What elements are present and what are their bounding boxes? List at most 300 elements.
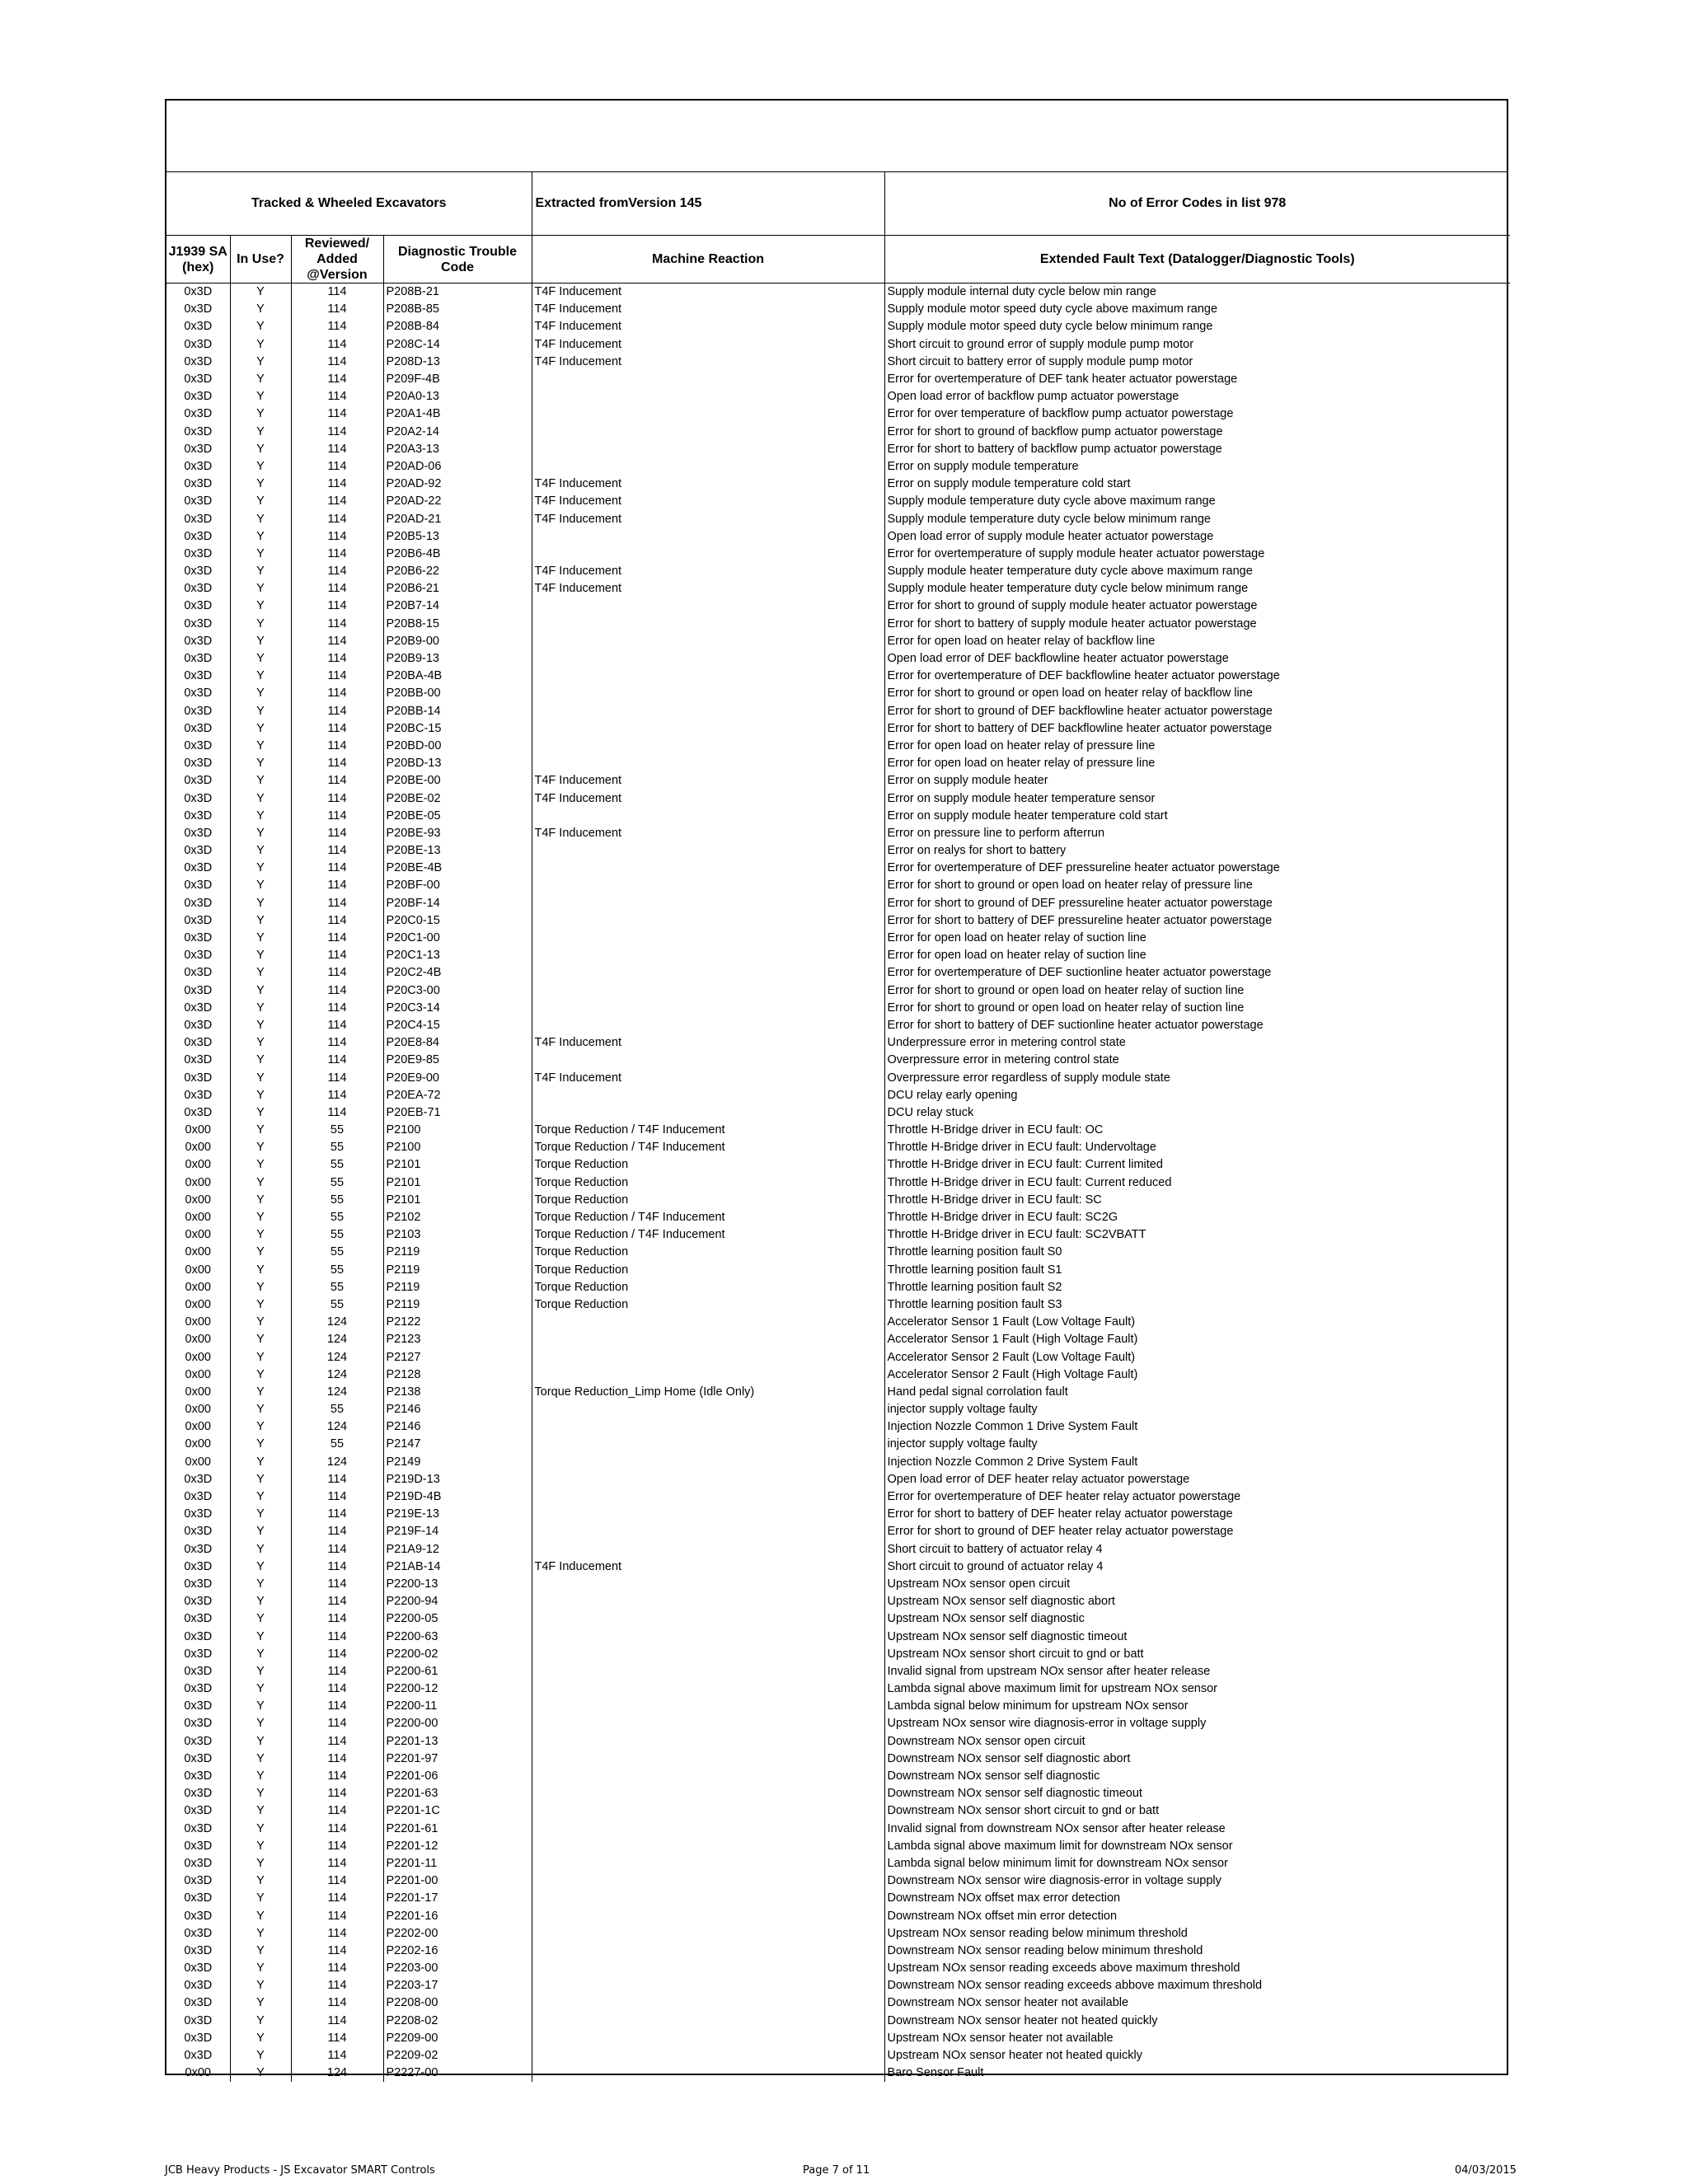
version-cell: 114 xyxy=(291,318,383,335)
sa-cell: 0x3D xyxy=(166,1663,230,1680)
in-use-cell: Y xyxy=(230,1750,291,1768)
fault-text-cell: Supply module motor speed duty cycle above maximum range xyxy=(887,302,1218,316)
reaction-cell xyxy=(532,1401,884,1418)
version-cell: 114 xyxy=(291,790,383,807)
sa-cell: 0x3D xyxy=(166,877,230,894)
table-row xyxy=(166,1296,1510,1314)
fault-text-cell: Downstream NOx sensor reading exceeds abbove maximum threshold xyxy=(887,1979,1263,1993)
table-row xyxy=(166,1209,1510,1226)
dtc-cell: P2201-16 xyxy=(383,1907,532,1924)
table-row xyxy=(166,772,1510,790)
version-cell: 114 xyxy=(291,895,383,912)
fault-text-cell: Error for open load on heater relay of suction line xyxy=(887,949,1146,963)
reaction-cell: T4F Inducement xyxy=(532,354,884,371)
version-cell: 114 xyxy=(291,947,383,964)
reaction-cell xyxy=(532,371,884,388)
fault-text-cell: Error for over temperature of backflow pump actuator powerstage xyxy=(887,407,1234,421)
table-row xyxy=(166,1768,1510,1785)
sa-cell: 0x3D xyxy=(166,388,230,405)
fault-text-cell: Error for short to battery of DEF backflowline heater actuator powerstage xyxy=(887,721,1273,735)
version-cell: 55 xyxy=(291,1436,383,1453)
reaction-cell xyxy=(532,1960,884,1977)
sa-cell: 0x3D xyxy=(166,424,230,441)
fault-text-cell: Error for short to ground of DEF heater relay actuator powerstage xyxy=(887,1525,1234,1539)
table-row xyxy=(166,1821,1510,1838)
version-cell: 55 xyxy=(291,1262,383,1279)
sa-cell: 0x3D xyxy=(166,703,230,720)
table-row xyxy=(166,528,1510,546)
in-use-cell: Y xyxy=(230,1558,291,1576)
sa-cell: 0x3D xyxy=(166,1750,230,1768)
version-cell: 114 xyxy=(291,1855,383,1872)
fault-text-cell: Throttle learning position fault S3 xyxy=(887,1297,1062,1311)
reaction-cell: T4F Inducement xyxy=(532,1558,884,1576)
reaction-cell: Torque Reduction xyxy=(532,1244,884,1261)
fault-text-cell: Throttle H-Bridge driver in ECU fault: Undervoltage xyxy=(887,1141,1156,1155)
fault-text-cell: Open load error of backflow pump actuator powerstage xyxy=(887,390,1179,404)
version-cell: 114 xyxy=(291,1576,383,1593)
sa-cell: 0x00 xyxy=(166,1436,230,1453)
fault-text-cell: Open load error of DEF backflowline heater actuator powerstage xyxy=(887,652,1229,666)
reaction-cell xyxy=(532,1646,884,1663)
version-cell: 114 xyxy=(291,510,383,527)
fault-text-cell: DCU relay stuck xyxy=(887,1105,974,1119)
dtc-cell: P20B6-21 xyxy=(383,580,532,598)
col-header-reaction: Machine Reaction xyxy=(532,236,884,284)
reaction-cell xyxy=(532,388,884,405)
fault-text-cell: Error for open load on heater relay of backflow line xyxy=(887,634,1156,648)
sa-cell: 0x3D xyxy=(166,1872,230,1890)
in-use-cell: Y xyxy=(230,1541,291,1558)
fault-text-cell: Baro Sensor Fault xyxy=(887,2066,984,2080)
version-cell: 114 xyxy=(291,405,383,423)
dtc-cell: P20AD-06 xyxy=(383,458,532,476)
in-use-cell: Y xyxy=(230,405,291,423)
fault-text-cell: Throttle H-Bridge driver in ECU fault: SC2G xyxy=(887,1211,1118,1225)
in-use-cell: Y xyxy=(230,284,291,302)
table-row xyxy=(166,1348,1510,1366)
fault-text-cell: Upstream NOx sensor heater not available xyxy=(887,2031,1114,2045)
sa-cell: 0x3D xyxy=(166,1698,230,1715)
version-cell: 114 xyxy=(291,1768,383,1785)
sa-cell: 0x3D xyxy=(166,336,230,354)
version-cell: 114 xyxy=(291,388,383,405)
table-row xyxy=(166,1698,1510,1715)
table-row xyxy=(166,1977,1510,1994)
dtc-cell: P20B5-13 xyxy=(383,528,532,546)
in-use-cell: Y xyxy=(230,336,291,354)
reaction-cell: T4F Inducement xyxy=(532,476,884,493)
in-use-cell: Y xyxy=(230,2047,291,2064)
dtc-cell: P20AD-21 xyxy=(383,510,532,527)
table-row xyxy=(166,1523,1510,1540)
in-use-cell: Y xyxy=(230,1855,291,1872)
version-cell: 124 xyxy=(291,1454,383,1471)
reaction-cell xyxy=(532,947,884,964)
sa-cell: 0x00 xyxy=(166,1156,230,1174)
version-cell: 124 xyxy=(291,1384,383,1401)
table-row xyxy=(166,1366,1510,1384)
sa-cell: 0x3D xyxy=(166,1104,230,1122)
fault-text-cell: Upstream NOx sensor self diagnostic abort xyxy=(887,1595,1115,1609)
version-cell: 114 xyxy=(291,493,383,510)
table-row xyxy=(166,1663,1510,1680)
table-row xyxy=(166,1436,1510,1453)
dtc-cell: P2119 xyxy=(383,1244,532,1261)
version-cell: 114 xyxy=(291,772,383,790)
in-use-cell: Y xyxy=(230,1209,291,1226)
in-use-cell: Y xyxy=(230,1454,291,1471)
sa-cell: 0x3D xyxy=(166,1768,230,1785)
version-cell: 124 xyxy=(291,2064,383,2082)
fault-text-cell: Accelerator Sensor 1 Fault (High Voltage Fault) xyxy=(887,1333,1138,1347)
table-row xyxy=(166,668,1510,685)
in-use-cell: Y xyxy=(230,371,291,388)
in-use-cell: Y xyxy=(230,388,291,405)
table-row xyxy=(166,1069,1510,1086)
reaction-cell: Torque Reduction xyxy=(532,1192,884,1209)
fault-text-cell: Error for short to battery of backflow pump actuator powerstage xyxy=(887,442,1222,456)
in-use-cell: Y xyxy=(230,2013,291,2030)
sa-cell: 0x3D xyxy=(166,772,230,790)
fault-text-cell: Downstream NOx sensor wire diagnosis-error in voltage supply xyxy=(887,1874,1221,1888)
table-row xyxy=(166,1994,1510,2012)
sa-cell: 0x3D xyxy=(166,790,230,807)
dtc-cell: P20E9-85 xyxy=(383,1052,532,1069)
in-use-cell: Y xyxy=(230,598,291,615)
version-cell: 114 xyxy=(291,1994,383,2012)
sa-cell: 0x3D xyxy=(166,1471,230,1488)
dtc-cell: P20A3-13 xyxy=(383,441,532,458)
fault-text-cell: Injection Nozzle Common 2 Drive System Fault xyxy=(887,1455,1138,1469)
reaction-cell xyxy=(532,860,884,877)
reaction-cell xyxy=(532,1785,884,1802)
dtc-cell: P208B-85 xyxy=(383,301,532,318)
table-row xyxy=(166,1715,1510,1732)
version-cell: 114 xyxy=(291,2013,383,2030)
version-cell: 114 xyxy=(291,755,383,772)
table-row xyxy=(166,825,1510,842)
dtc-cell: P20BC-15 xyxy=(383,720,532,738)
dtc-cell: P20BB-00 xyxy=(383,685,532,702)
in-use-cell: Y xyxy=(230,301,291,318)
sa-cell: 0x3D xyxy=(166,668,230,685)
col-header-in-use: In Use? xyxy=(230,236,291,284)
in-use-cell: Y xyxy=(230,738,291,755)
in-use-cell: Y xyxy=(230,772,291,790)
dtc-cell: P209F-4B xyxy=(383,371,532,388)
reaction-cell xyxy=(532,1593,884,1610)
fault-text-cell: Error on supply module temperature cold start xyxy=(887,477,1131,491)
in-use-cell: Y xyxy=(230,1838,291,1855)
dtc-cell: P2201-06 xyxy=(383,1768,532,1785)
table-row xyxy=(166,1838,1510,1855)
fault-text-cell: Supply module motor speed duty cycle below minimum range xyxy=(887,320,1213,334)
in-use-cell: Y xyxy=(230,1610,291,1628)
table-row xyxy=(166,1000,1510,1017)
version-cell: 114 xyxy=(291,284,383,302)
in-use-cell: Y xyxy=(230,1156,291,1174)
fault-text-cell: Downstream NOx sensor heater not heated quickly xyxy=(887,2013,1158,2027)
fault-text-cell: DCU relay early opening xyxy=(887,1088,1018,1102)
col-header-sa: J1939 SA (hex) xyxy=(166,236,230,284)
dtc-cell: P2201-63 xyxy=(383,1785,532,1802)
fault-text-cell: Open load error of supply module heater actuator powerstage xyxy=(887,529,1214,543)
sa-cell: 0x00 xyxy=(166,1418,230,1436)
version-cell: 114 xyxy=(291,1715,383,1732)
sa-cell: 0x00 xyxy=(166,1296,230,1314)
version-cell: 114 xyxy=(291,1890,383,1907)
sa-cell: 0x3D xyxy=(166,405,230,423)
in-use-cell: Y xyxy=(230,424,291,441)
reaction-cell xyxy=(532,2030,884,2047)
dtc-cell: P219D-4B xyxy=(383,1488,532,1506)
reaction-cell xyxy=(532,1838,884,1855)
reaction-cell xyxy=(532,895,884,912)
in-use-cell: Y xyxy=(230,510,291,527)
table-row xyxy=(166,1593,1510,1610)
fault-text-cell: Throttle H-Bridge driver in ECU fault: Current reduced xyxy=(887,1175,1172,1189)
fault-text-cell: Injection Nozzle Common 1 Drive System Fault xyxy=(887,1420,1138,1434)
reaction-cell xyxy=(532,1925,884,1943)
table-row xyxy=(166,842,1510,860)
in-use-cell: Y xyxy=(230,580,291,598)
version-cell: 55 xyxy=(291,1156,383,1174)
table-row xyxy=(166,877,1510,894)
in-use-cell: Y xyxy=(230,1087,291,1104)
fault-text-cell: Supply module heater temperature duty cycle below minimum range xyxy=(887,582,1249,596)
dtc-cell: P20C4-15 xyxy=(383,1017,532,1034)
dtc-cell: P20C3-14 xyxy=(383,1000,532,1017)
fault-text-cell: Upstream NOx sensor self diagnostic xyxy=(887,1612,1085,1626)
version-cell: 114 xyxy=(291,1785,383,1802)
table-row xyxy=(166,703,1510,720)
reaction-cell xyxy=(532,1523,884,1540)
version-cell: 55 xyxy=(291,1244,383,1261)
table-row xyxy=(166,318,1510,335)
table-row xyxy=(166,1576,1510,1593)
fault-text-cell: Lambda signal above maximum limit for upstream NOx sensor xyxy=(887,1682,1218,1696)
sa-cell: 0x00 xyxy=(166,1122,230,1139)
version-cell: 114 xyxy=(291,371,383,388)
sa-cell: 0x00 xyxy=(166,1209,230,1226)
table-row xyxy=(166,1017,1510,1034)
version-cell: 114 xyxy=(291,1698,383,1715)
sa-cell: 0x00 xyxy=(166,1348,230,1366)
fault-text-cell: Error on pressure line to perform afterrun xyxy=(887,826,1105,840)
reaction-cell: Torque Reduction xyxy=(532,1174,884,1192)
in-use-cell: Y xyxy=(230,1366,291,1384)
in-use-cell: Y xyxy=(230,1279,291,1296)
dtc-cell: P2123 xyxy=(383,1331,532,1348)
dtc-cell: P2209-00 xyxy=(383,2030,532,2047)
footer-page-number: Page 7 of 11 xyxy=(803,2164,870,2177)
in-use-cell: Y xyxy=(230,563,291,580)
in-use-cell: Y xyxy=(230,650,291,668)
dtc-cell: P20B6-4B xyxy=(383,546,532,563)
in-use-cell: Y xyxy=(230,546,291,563)
version-cell: 114 xyxy=(291,738,383,755)
in-use-cell: Y xyxy=(230,1802,291,1820)
table-row xyxy=(166,1628,1510,1645)
version-cell: 114 xyxy=(291,1680,383,1698)
dtc-cell: P20C3-00 xyxy=(383,982,532,1000)
version-cell: 114 xyxy=(291,982,383,1000)
reaction-cell: T4F Inducement xyxy=(532,825,884,842)
version-cell: 114 xyxy=(291,580,383,598)
table-row xyxy=(166,1454,1510,1471)
reaction-cell xyxy=(532,1314,884,1331)
table-row xyxy=(166,1034,1510,1052)
sa-cell: 0x00 xyxy=(166,1174,230,1192)
in-use-cell: Y xyxy=(230,2030,291,2047)
fault-text-cell: Throttle H-Bridge driver in ECU fault: SC xyxy=(887,1193,1102,1207)
version-cell: 55 xyxy=(291,1296,383,1314)
version-label: Extracted fromVersion 145 xyxy=(532,172,884,236)
table-row xyxy=(166,1750,1510,1768)
reaction-cell xyxy=(532,1418,884,1436)
fault-text-cell: Error on realys for short to battery xyxy=(887,844,1067,858)
table-row xyxy=(166,354,1510,371)
sa-cell: 0x3D xyxy=(166,580,230,598)
reaction-cell xyxy=(532,1576,884,1593)
fault-text-cell: Lambda signal below minimum limit for downstream NOx sensor xyxy=(887,1856,1228,1870)
col-header-version: Reviewed/ Added @Version xyxy=(291,236,383,284)
sa-cell: 0x3D xyxy=(166,528,230,546)
version-cell: 55 xyxy=(291,1226,383,1244)
reaction-cell xyxy=(532,1436,884,1453)
version-cell: 114 xyxy=(291,1750,383,1768)
version-cell: 114 xyxy=(291,1663,383,1680)
sa-cell: 0x3D xyxy=(166,685,230,702)
dtc-cell: P20BF-14 xyxy=(383,895,532,912)
table-row xyxy=(166,738,1510,755)
sa-cell: 0x3D xyxy=(166,808,230,825)
reaction-cell: T4F Inducement xyxy=(532,493,884,510)
fault-code-table xyxy=(166,172,1510,2082)
dtc-cell: P20A1-4B xyxy=(383,405,532,423)
reaction-cell xyxy=(532,1000,884,1017)
sa-cell: 0x3D xyxy=(166,2047,230,2064)
reaction-cell xyxy=(532,1715,884,1732)
sa-cell: 0x3D xyxy=(166,895,230,912)
reaction-cell xyxy=(532,1994,884,2012)
table-row xyxy=(166,284,1510,302)
fault-text-cell: Short circuit to battery of actuator relay 4 xyxy=(887,1542,1103,1556)
sa-cell: 0x00 xyxy=(166,1401,230,1418)
in-use-cell: Y xyxy=(230,441,291,458)
table-row xyxy=(166,371,1510,388)
table-row xyxy=(166,1244,1510,1261)
dtc-cell: P20BE-05 xyxy=(383,808,532,825)
table-row xyxy=(166,860,1510,877)
reaction-cell: Torque Reduction xyxy=(532,1262,884,1279)
in-use-cell: Y xyxy=(230,825,291,842)
dtc-cell: P2200-94 xyxy=(383,1593,532,1610)
in-use-cell: Y xyxy=(230,720,291,738)
dtc-cell: P2101 xyxy=(383,1192,532,1209)
dtc-cell: P2201-11 xyxy=(383,1855,532,1872)
in-use-cell: Y xyxy=(230,1052,291,1069)
sa-cell: 0x3D xyxy=(166,1000,230,1017)
fault-text-cell: Short circuit to battery error of supply module pump motor xyxy=(887,354,1193,368)
reaction-cell xyxy=(532,755,884,772)
sa-cell: 0x00 xyxy=(166,1279,230,1296)
sa-cell: 0x3D xyxy=(166,441,230,458)
table-row xyxy=(166,1802,1510,1820)
table-row xyxy=(166,790,1510,807)
fault-text-cell: injector supply voltage faulty xyxy=(887,1437,1038,1451)
fault-text-cell: Lambda signal below minimum for upstream NOx sensor xyxy=(887,1699,1189,1713)
dtc-cell: P219F-14 xyxy=(383,1523,532,1540)
reaction-cell xyxy=(532,441,884,458)
reaction-cell xyxy=(532,1628,884,1645)
dtc-cell: P2201-00 xyxy=(383,1872,532,1890)
dtc-cell: P20BE-00 xyxy=(383,772,532,790)
dtc-cell: P20BE-4B xyxy=(383,860,532,877)
sa-cell: 0x00 xyxy=(166,1331,230,1348)
fault-text-cell: Downstream NOx sensor open circuit xyxy=(887,1734,1085,1748)
table-row xyxy=(166,650,1510,668)
sa-cell: 0x3D xyxy=(166,1087,230,1104)
sa-cell: 0x3D xyxy=(166,860,230,877)
dtc-cell: P20E9-00 xyxy=(383,1069,532,1086)
version-cell: 124 xyxy=(291,1314,383,1331)
sa-cell: 0x00 xyxy=(166,1384,230,1401)
table-row xyxy=(166,424,1510,441)
dtc-cell: P2200-12 xyxy=(383,1680,532,1698)
in-use-cell: Y xyxy=(230,1174,291,1192)
table-row xyxy=(166,1558,1510,1576)
version-cell: 114 xyxy=(291,633,383,650)
reaction-cell: T4F Inducement xyxy=(532,301,884,318)
table-row xyxy=(166,1139,1510,1156)
in-use-cell: Y xyxy=(230,2064,291,2082)
fault-text-cell: Error for overtemperature of DEF heater relay actuator powerstage xyxy=(887,1490,1241,1504)
sa-cell: 0x3D xyxy=(166,1855,230,1872)
table-row xyxy=(166,2047,1510,2064)
table-row xyxy=(166,1087,1510,1104)
dtc-cell: P2127 xyxy=(383,1348,532,1366)
reaction-cell xyxy=(532,808,884,825)
sa-cell: 0x3D xyxy=(166,1069,230,1086)
dtc-cell: P2138 xyxy=(383,1384,532,1401)
table-body xyxy=(166,284,1510,2083)
fault-text-cell: Error for overtemperature of DEF suctionline heater actuator powerstage xyxy=(887,966,1272,980)
in-use-cell: Y xyxy=(230,1000,291,1017)
reaction-cell xyxy=(532,546,884,563)
dtc-cell: P2201-1C xyxy=(383,1802,532,1820)
table-row xyxy=(166,2013,1510,2030)
fault-text-cell: Error for short to battery of DEF pressureline heater actuator powerstage xyxy=(887,913,1273,927)
dtc-cell: P2209-02 xyxy=(383,2047,532,2064)
reaction-cell xyxy=(532,1872,884,1890)
reaction-cell: T4F Inducement xyxy=(532,318,884,335)
in-use-cell: Y xyxy=(230,318,291,335)
col-header-fault-text: Extended Fault Text (Datalogger/Diagnostic Tools) xyxy=(884,236,1510,284)
dtc-cell: P20C2-4B xyxy=(383,964,532,982)
in-use-cell: Y xyxy=(230,964,291,982)
sa-cell: 0x3D xyxy=(166,1733,230,1750)
version-cell: 114 xyxy=(291,1087,383,1104)
dtc-cell: P2100 xyxy=(383,1139,532,1156)
dtc-cell: P20AD-22 xyxy=(383,493,532,510)
reaction-cell xyxy=(532,1471,884,1488)
dtc-cell: P20BE-02 xyxy=(383,790,532,807)
version-cell: 114 xyxy=(291,598,383,615)
in-use-cell: Y xyxy=(230,1977,291,1994)
sa-cell: 0x00 xyxy=(166,1454,230,1471)
